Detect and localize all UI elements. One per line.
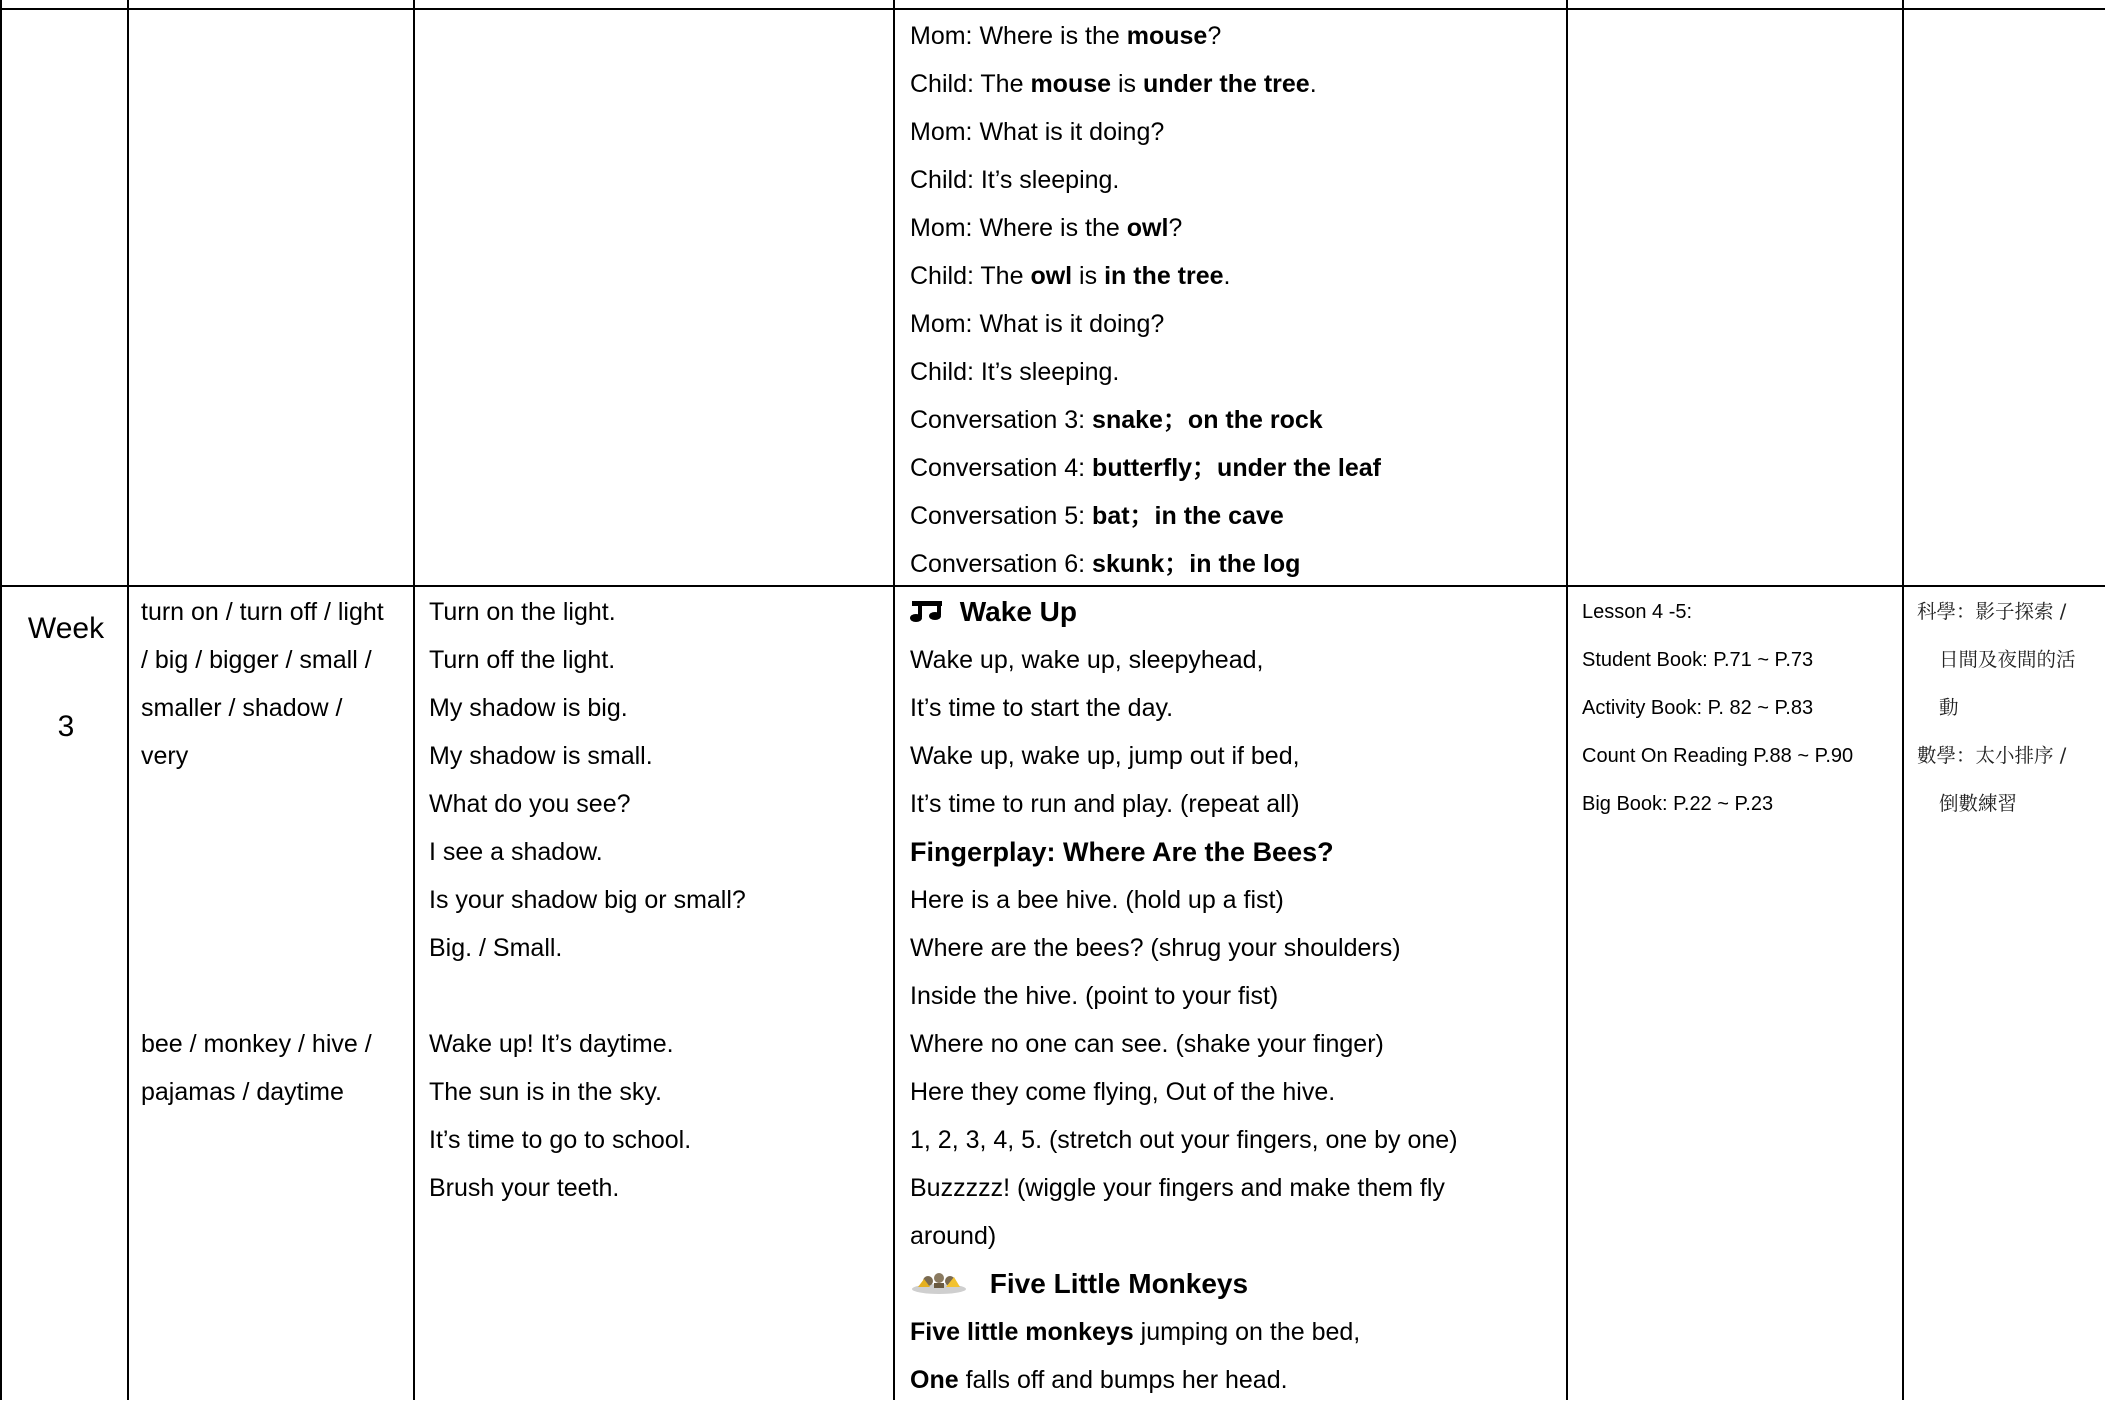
monkeys-title-row [910, 1260, 1560, 1308]
bold-text: snake；on the rock [1092, 406, 1323, 434]
song-line: It’s time to start the day. [910, 694, 1174, 722]
book-reference-line: Count On Reading P.88 ~ P.90 [1582, 745, 1854, 767]
dialogue-line [910, 60, 1560, 108]
vocabulary-line: bee / monkey / hive / [141, 1030, 372, 1058]
song-title: Wake Up [959, 596, 1077, 627]
dialogue-line [910, 444, 1560, 492]
integration-line: 數學：太小排序 / [1917, 744, 2067, 767]
sentence-line: Big. / Small. [429, 934, 563, 962]
books-column [1582, 588, 1898, 828]
dialogue-line [910, 204, 1560, 252]
dialogue-line [910, 396, 1560, 444]
dialogue-line [910, 300, 1560, 348]
bold-text: bat；in the cave [1092, 502, 1284, 530]
fingerplay-line: Inside the hive. (point to your fist) [910, 982, 1279, 1010]
sentence-line [429, 972, 889, 1020]
vocabulary-line [141, 828, 409, 876]
text: Mom: What is it doing? [910, 310, 1165, 338]
dialogue-line [910, 252, 1560, 300]
text: . [1309, 70, 1317, 98]
fingerplay-line: Buzzzzz! (wiggle your fingers and make them fly [910, 1174, 1445, 1202]
sentence-line: Turn off the light. [429, 646, 616, 674]
vocabulary-line [141, 972, 409, 1020]
integration-line: 倒數練習 [1939, 792, 2018, 815]
text: Child: The [910, 262, 1031, 290]
song-line: It’s time to run and play. (repeat all) [910, 790, 1300, 818]
text: Conversation 4: [910, 454, 1093, 482]
text: ? [1207, 22, 1222, 50]
vocabulary-column [141, 588, 409, 1116]
bold-text: Five little monkeys [910, 1318, 1134, 1346]
monkeys-line [910, 1308, 1560, 1356]
monkeys-line [910, 1356, 1560, 1404]
sentence-line: Brush your teeth. [429, 1174, 620, 1202]
book-reference-line: Lesson 4 -5: [1582, 601, 1693, 623]
sentence-line: What do you see? [429, 790, 631, 818]
bold-text: in the tree [1104, 262, 1224, 290]
column-divider [1566, 0, 1568, 1400]
column-divider [893, 0, 895, 1400]
text: falls off and bumps her head. [958, 1366, 1288, 1394]
sentence-line: Is your shadow big or small? [429, 886, 746, 914]
fingerplay-line: Here is a bee hive. (hold up a fist) [910, 886, 1284, 914]
monkeys-title: Five Little Monkeys [989, 1268, 1249, 1299]
week-number: 3 [57, 710, 75, 743]
bold-text: owl [1126, 214, 1169, 242]
bold-text: One [910, 1366, 959, 1394]
bold-text: owl [1030, 262, 1073, 290]
bold-text: skunk；in the log [1092, 550, 1301, 578]
text: Child: It’s sleeping. [910, 358, 1120, 386]
text: Mom: Where is the [910, 22, 1127, 50]
vocabulary-line: turn on / turn off / light [141, 598, 384, 626]
fingerplay-line: 1, 2, 3, 4, 5. (stretch out your fingers, one by one) [910, 1126, 1458, 1154]
text: ? [1168, 214, 1183, 242]
bold-text: butterfly；under the leaf [1092, 454, 1381, 482]
vocabulary-line [141, 876, 409, 924]
song-title-row [910, 588, 1560, 636]
column-divider [413, 0, 415, 1400]
text: Mom: Where is the [910, 214, 1127, 242]
vocabulary-line: smaller / shadow / [141, 694, 343, 722]
sentence-line: The sun is in the sky. [429, 1078, 662, 1106]
fingerplay-line: Here they come flying, Out of the hive. [910, 1078, 1336, 1106]
book-reference-line: Student Book: P.71 ~ P.73 [1582, 649, 1814, 671]
text: Conversation 5: [910, 502, 1093, 530]
dialogue-line [910, 348, 1560, 396]
fingerplay-line: Where no one can see. (shake your finger) [910, 1030, 1384, 1058]
integration-line: 科學：影子探索 / [1917, 600, 2067, 623]
book-reference-line: Big Book: P.22 ~ P.23 [1582, 793, 1774, 815]
fingerplay-title: Fingerplay: Where Are the Bees? [910, 837, 1334, 867]
music-note-icon [910, 590, 944, 638]
column-divider [127, 0, 129, 1400]
text: Child: The [910, 70, 1031, 98]
dialogue-line [910, 492, 1560, 540]
dialogue-line [910, 12, 1560, 60]
text: Child: It’s sleeping. [910, 166, 1120, 194]
table-border-top [0, 8, 2105, 10]
text: Conversation 3: [910, 406, 1093, 434]
integration-line: 日間及夜間的活 [1939, 648, 2076, 671]
bold-text: mouse [1030, 70, 1112, 98]
integration-column [1917, 588, 2103, 828]
song-line: Wake up, wake up, sleepyhead, [910, 646, 1264, 674]
table-border-left [0, 0, 2, 1400]
integration-line: 動 [1939, 696, 1959, 719]
dialogue-line [910, 108, 1560, 156]
sentence-line: It’s time to go to school. [429, 1126, 692, 1154]
vocabulary-line: / big / bigger / small / [141, 646, 372, 674]
text: is [1072, 262, 1105, 290]
top-row-activities [910, 12, 1560, 588]
sentence-line: I see a shadow. [429, 838, 603, 866]
bold-text: mouse [1126, 22, 1208, 50]
fingerplay-line: Where are the bees? (shrug your shoulders) [910, 934, 1401, 962]
bold-text: under the tree [1142, 70, 1310, 98]
sentence-line: My shadow is big. [429, 694, 628, 722]
text: is [1111, 70, 1143, 98]
dialogue-line [910, 540, 1560, 588]
sentences-column [429, 588, 889, 1212]
song-line: Wake up, wake up, jump out if bed, [910, 742, 1300, 770]
text: Conversation 6: [910, 550, 1093, 578]
text: jumping on the bed, [1133, 1318, 1361, 1346]
dialogue-line [910, 156, 1560, 204]
vocabulary-line: very [141, 742, 189, 770]
sentence-line: Turn on the light. [429, 598, 616, 626]
vocabulary-line: pajamas / daytime [141, 1078, 344, 1106]
vocabulary-line [141, 924, 409, 972]
week3-activities [910, 588, 1560, 1404]
column-divider [1902, 0, 1904, 1400]
sentence-line: My shadow is small. [429, 742, 653, 770]
fingerplay-line: around) [910, 1222, 997, 1250]
text: . [1223, 262, 1231, 290]
vocabulary-line [141, 780, 409, 828]
text: Mom: What is it doing? [910, 118, 1165, 146]
week-label: Week [27, 612, 105, 645]
sentence-line: Wake up! It’s daytime. [429, 1030, 674, 1058]
monkey-clipart-icon [910, 1262, 968, 1310]
book-reference-line: Activity Book: P. 82 ~ P.83 [1582, 697, 1814, 719]
